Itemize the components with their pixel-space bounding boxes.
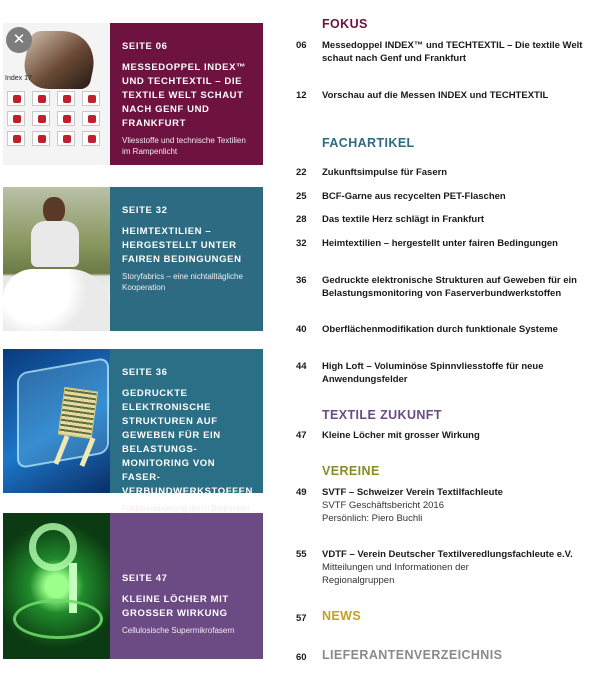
toc-entry[interactable] bbox=[296, 429, 596, 442]
cotton-farmer-photo bbox=[3, 187, 110, 331]
toc-entry[interactable] bbox=[296, 89, 596, 102]
feature-panel bbox=[110, 349, 263, 513]
entry-title: Das textile Herz schlägt in Frankfurt bbox=[322, 214, 485, 225]
toc-entry[interactable] bbox=[296, 548, 596, 587]
section-title-news[interactable]: NEWS bbox=[322, 609, 362, 623]
feature-panel bbox=[110, 513, 263, 659]
farmer-head bbox=[43, 197, 65, 223]
toc-entry[interactable] bbox=[296, 237, 596, 250]
entry-title: Kleine Löcher mit grosser Wirkung bbox=[322, 430, 480, 441]
circle-icon bbox=[32, 131, 50, 146]
page-number: 47 bbox=[296, 430, 307, 441]
printed-electronics-image bbox=[3, 349, 110, 493]
page-number: 28 bbox=[296, 214, 307, 225]
feature-headline: MESSEDOPPEL INDEX™ UND TECHTEXTIL – DIE TEXTILE WELT SCHAUT NACH GENF UND FRANKFURT bbox=[122, 62, 247, 129]
entry-title: High Loft – Voluminöse Spinnvliesstoffe für neue Anwendungsfelder bbox=[322, 361, 544, 385]
sensor-structure bbox=[58, 387, 98, 439]
entry-title: Messedoppel INDEX™ und TECHTEXTIL – Die textile Welt schaut nach Genf und Frankfurt bbox=[322, 40, 583, 64]
page-number: 06 bbox=[296, 40, 307, 51]
feature-subtitle: Storyfabrics – eine nichtalltägliche Kooperation bbox=[122, 272, 243, 292]
house-icon bbox=[7, 91, 25, 106]
page-number: 12 bbox=[296, 90, 307, 101]
entry-title-text: SVTF – Schweizer Verein Textilfachleute bbox=[322, 487, 503, 498]
page-number: 36 bbox=[296, 275, 307, 286]
section-title-fachartikel: FACHARTIKEL bbox=[322, 136, 415, 150]
package-icon bbox=[32, 111, 50, 126]
feature-panel bbox=[110, 187, 263, 331]
section-title-fokus: FOKUS bbox=[322, 17, 368, 31]
tent-icon bbox=[7, 111, 25, 126]
truck-icon bbox=[82, 131, 100, 146]
feature-subtitle: Cellulosische Supermikrofasern bbox=[122, 626, 235, 635]
shield-icon bbox=[57, 131, 75, 146]
index-logo-icon: ✕ bbox=[6, 27, 32, 53]
entry-subtext: Mitteilungen und Informationen der Regionalgruppen bbox=[322, 562, 469, 586]
page-number: 25 bbox=[296, 191, 307, 202]
molecule-icon bbox=[57, 111, 75, 126]
toc-entry[interactable] bbox=[296, 213, 596, 226]
index-techtextil-image bbox=[3, 23, 110, 165]
page-ref: SEITE 36 bbox=[122, 367, 168, 378]
entry-title: Oberflächenmodifikation durch funktionale Systeme bbox=[322, 324, 558, 335]
page-ref: SEITE 47 bbox=[122, 573, 168, 584]
entry-title: BCF-Garne aus recycelten PET-Flaschen bbox=[322, 191, 506, 202]
toc-entry[interactable] bbox=[296, 39, 596, 65]
toc-entry[interactable] bbox=[296, 360, 596, 386]
machine-disc bbox=[13, 599, 103, 639]
toc-entry[interactable] bbox=[296, 166, 596, 179]
feature-card-seite-47[interactable] bbox=[3, 513, 263, 659]
application-icons-grid bbox=[7, 91, 107, 146]
entry-title bbox=[322, 548, 596, 587]
feature-card-seite-36[interactable] bbox=[3, 349, 263, 513]
page-number: 40 bbox=[296, 324, 307, 335]
toc-entry[interactable] bbox=[296, 190, 596, 203]
feature-headline: KLEINE LÖCHER MIT GROSSER WIRKUNG bbox=[122, 594, 229, 619]
feature-card-seite-32[interactable] bbox=[3, 187, 263, 331]
feature-panel bbox=[110, 23, 263, 165]
index-logo-text: Index 17 bbox=[5, 75, 32, 82]
entry-title: Zukunftsimpulse für Fasern bbox=[322, 167, 448, 178]
page-ref: SEITE 32 bbox=[122, 205, 168, 216]
page-number: 49 bbox=[296, 487, 307, 498]
book-icon bbox=[7, 131, 25, 146]
feature-subtitle: Vliesstoffe und technische Textilien im Rampenlicht bbox=[122, 136, 246, 156]
entry-title bbox=[322, 486, 596, 525]
feature-card-seite-06[interactable] bbox=[3, 23, 263, 165]
page-ref: SEITE 06 bbox=[122, 41, 168, 52]
shirt-icon bbox=[57, 91, 75, 106]
page-number: 57 bbox=[296, 613, 307, 624]
section-title-textile-zukunft: TEXTILE ZUKUNFT bbox=[322, 408, 442, 422]
entry-title: Heimtextilien – hergestellt unter fairen Bedingungen bbox=[322, 238, 558, 249]
toc-entry[interactable] bbox=[296, 274, 596, 300]
page-number: 60 bbox=[296, 652, 307, 663]
page-number: 22 bbox=[296, 167, 307, 178]
feature-headline: HEIMTEXTILIEN – HERGESTELLT UNTER FAIREN BEDINGUNGEN bbox=[122, 226, 242, 265]
section-title-vereine: VEREINE bbox=[322, 464, 380, 478]
person-icon bbox=[82, 111, 100, 126]
spinning-machine-image bbox=[3, 513, 110, 659]
page-number: 44 bbox=[296, 361, 307, 372]
toc-entry[interactable] bbox=[296, 486, 596, 525]
cotton-pile bbox=[3, 269, 110, 331]
entry-subtext: SVTF Geschäftsbericht 2016 Persönlich: Piero Buchli bbox=[322, 500, 444, 524]
vehicle-icon bbox=[82, 91, 100, 106]
feature-subtitle: Funktionalisierung durch Bedrucken bbox=[122, 504, 250, 513]
feature-headline: GEDRUCKTE ELEKTRONISCHE STRUKTUREN AUF GEWEBEN FÜR EIN BELASTUNGS-MONITORING VON FASER-VERBUNDWERKSTOFFEN bbox=[122, 388, 253, 497]
page-number: 55 bbox=[296, 549, 307, 560]
entry-title: Gedruckte elektronische Strukturen auf Geweben für ein Belastungsmonitoring von Faserverbundwerkstoffen bbox=[322, 275, 577, 299]
page-number: 32 bbox=[296, 238, 307, 249]
farmer-body bbox=[31, 221, 79, 267]
toc-entry[interactable] bbox=[296, 323, 596, 336]
entry-title: Vorschau auf die Messen INDEX und TECHTEXTIL bbox=[322, 90, 549, 101]
entry-title-text: VDTF – Verein Deutscher Textilveredlungsfachleute e.V. bbox=[322, 549, 573, 560]
section-title-lieferantenverzeichnis[interactable]: LIEFERANTENVERZEICHNIS bbox=[322, 648, 503, 662]
house-icon bbox=[32, 91, 50, 106]
